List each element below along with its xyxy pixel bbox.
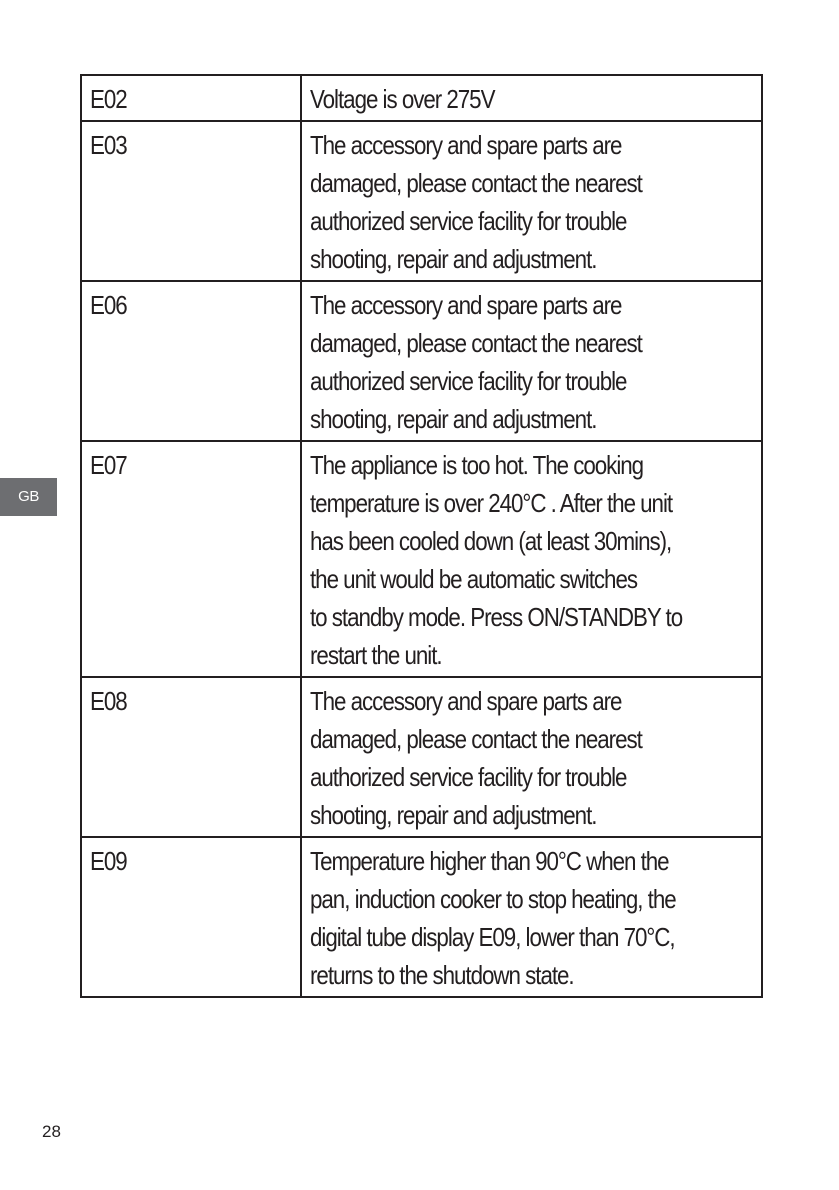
error-description: The appliance is too hot. The cooking temperature is over 240°C . After the unit has been cooled down (at least 30mins), the unit would be automatic switches to standby mode. Press ON/STANDBY to restart the unit. (310, 450, 683, 670)
error-description: The accessory and spare parts are damaged, please contact the nearest authorized service facility for trouble shooting, repair and adjustment. (310, 130, 642, 274)
error-code-table (80, 74, 763, 998)
table-row (81, 75, 762, 121)
error-description: The accessory and spare parts are damaged, please contact the nearest authorized service facility for trouble shooting, repair and adjustment. (310, 290, 642, 434)
error-description: The accessory and spare parts are damaged, please contact the nearest authorized service facility for trouble shooting, repair and adjustment. (310, 686, 642, 830)
table-row (81, 677, 762, 837)
error-description-cell (301, 121, 762, 281)
error-description-cell (301, 677, 762, 837)
error-description-cell (301, 75, 762, 121)
error-code-table-body (81, 75, 762, 997)
table-row (81, 281, 762, 441)
error-code-cell (81, 837, 301, 997)
error-code: E02 (90, 84, 127, 114)
language-tab: GB (0, 478, 57, 516)
error-description-cell (301, 281, 762, 441)
error-code: E06 (90, 290, 127, 320)
error-code-cell (81, 121, 301, 281)
error-description: Temperature higher than 90°C when the pan, induction cooker to stop heating, the digital tube display E09, lower than 70°C, returns to the shutdown state. (310, 846, 676, 990)
table-row (81, 837, 762, 997)
error-code-cell (81, 281, 301, 441)
table-row (81, 441, 762, 677)
error-code-cell (81, 677, 301, 837)
error-description-cell (301, 837, 762, 997)
error-code: E03 (90, 130, 127, 160)
error-code: E07 (90, 450, 127, 480)
error-code: E08 (90, 686, 127, 716)
error-description-cell (301, 441, 762, 677)
error-description: Voltage is over 275V (310, 84, 495, 114)
error-code-cell (81, 75, 301, 121)
page-number: 28 (42, 1122, 61, 1141)
error-code: E09 (90, 846, 127, 876)
error-code-cell (81, 441, 301, 677)
table-row (81, 121, 762, 281)
